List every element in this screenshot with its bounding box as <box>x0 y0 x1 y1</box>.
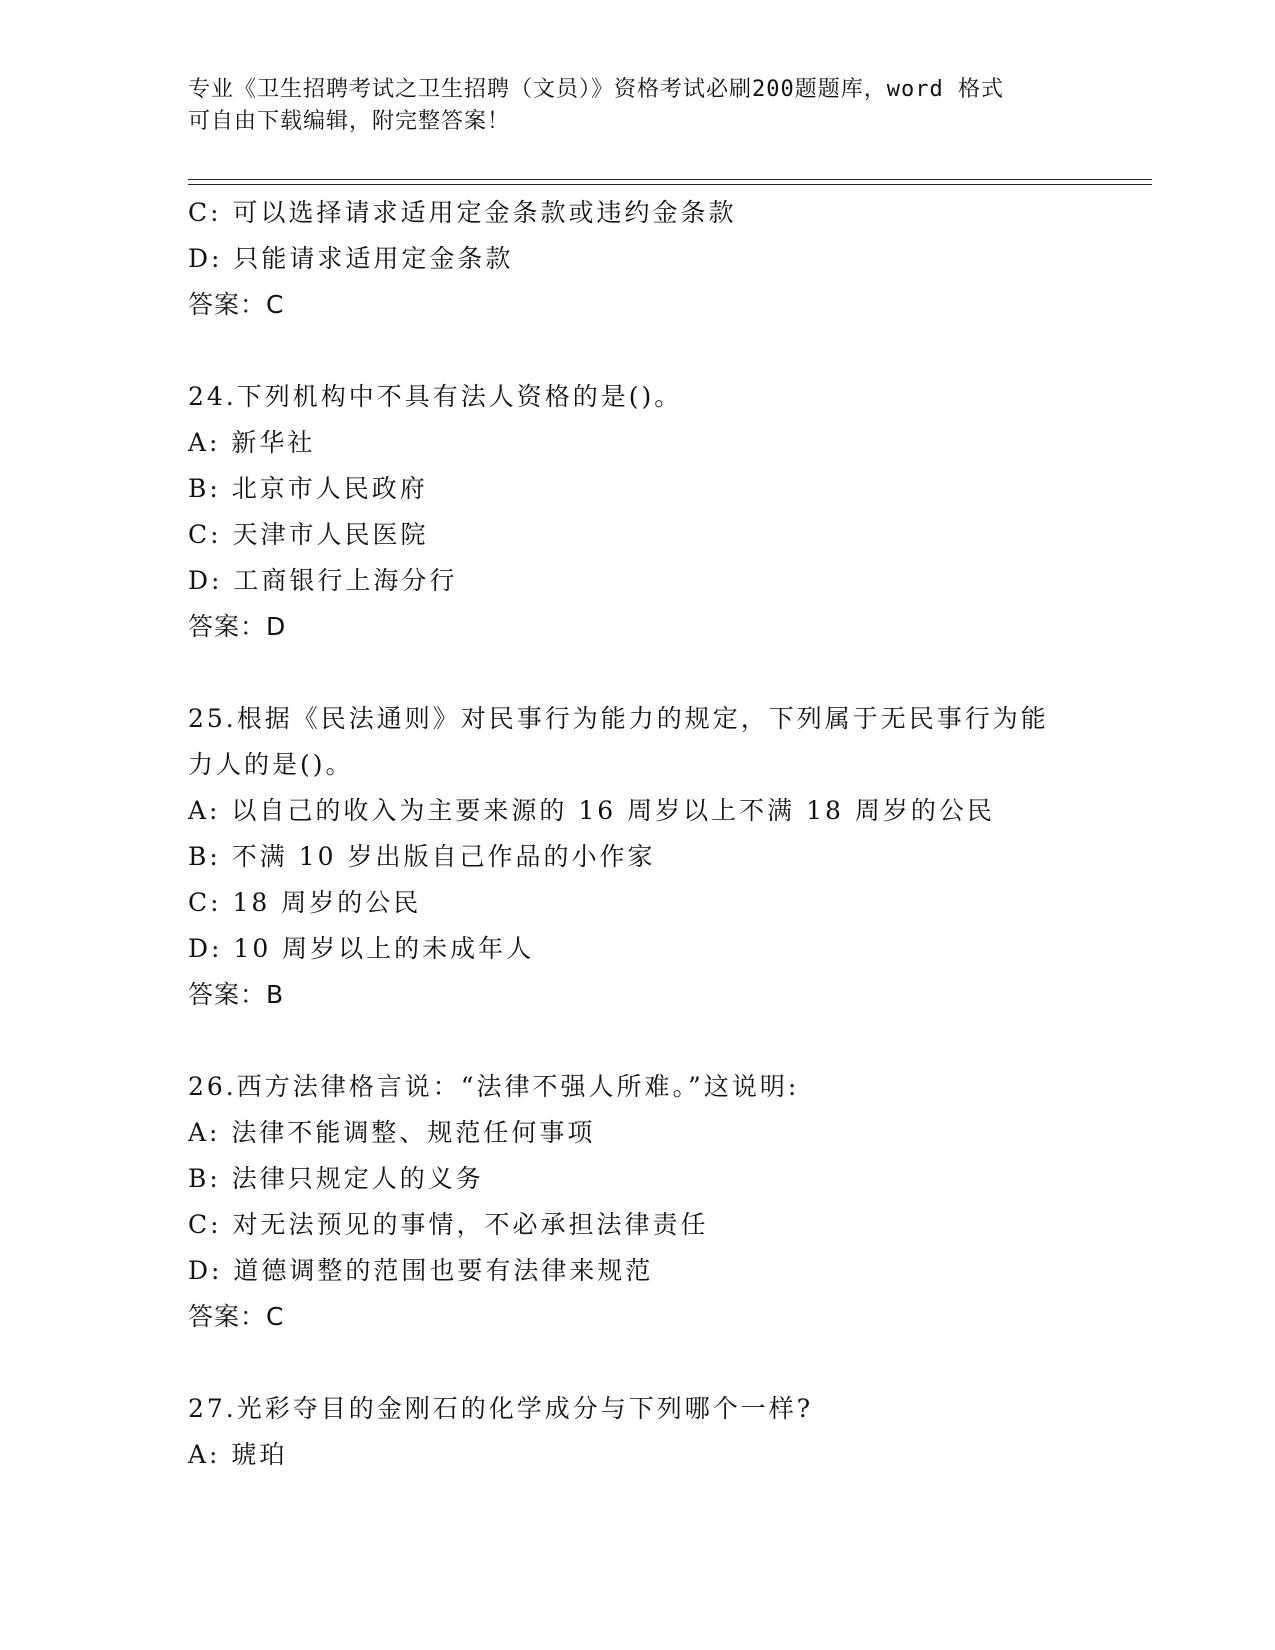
question-stem-line1: 25.根据《民法通则》对民事行为能力的规定，下列属于无民事行为能 <box>188 704 1049 733</box>
spacer <box>188 1018 1088 1064</box>
option-b: B: 法律只规定人的义务 <box>188 1164 484 1193</box>
question-27 <box>188 1386 1088 1478</box>
spacer <box>188 328 1088 374</box>
option-a: A: 新华社 <box>188 428 316 457</box>
answer: 答案：C <box>188 290 285 319</box>
question-23-tail <box>188 190 1088 328</box>
question-26 <box>188 1064 1088 1340</box>
header-divider-top <box>188 179 1152 180</box>
question-stem: 27.光彩夺目的金刚石的化学成分与下列哪个一样? <box>188 1394 814 1423</box>
spacer <box>188 1340 1088 1386</box>
header-title-line1: 专业《卫生招聘考试之卫生招聘（文员）》资格考试必刷200题题库，word 格式 <box>188 77 1004 102</box>
answer: 答案：B <box>188 980 285 1009</box>
option-b: B: 北京市人民政府 <box>188 474 428 503</box>
option-c: C: 天津市人民医院 <box>188 520 429 549</box>
answer: 答案：C <box>188 1302 285 1331</box>
option-b: B: 不满 10 岁出版自己作品的小作家 <box>188 842 656 871</box>
option-d: D: 道德调整的范围也要有法律来规范 <box>188 1256 654 1285</box>
option-c: C: 对无法预见的事情，不必承担法律责任 <box>188 1210 709 1239</box>
document-header <box>188 74 1088 138</box>
answer: 答案：D <box>188 612 287 641</box>
option-d: D: 10 周岁以上的未成年人 <box>188 934 535 963</box>
header-title-line2: 可自由下载编辑，附完整答案！ <box>188 109 511 134</box>
question-25 <box>188 696 1088 1018</box>
question-stem-line2: 力人的是()。 <box>188 750 354 779</box>
question-24 <box>188 374 1088 650</box>
question-list <box>188 190 1088 1478</box>
option-c: C: 可以选择请求适用定金条款或违约金条款 <box>188 198 737 227</box>
question-stem: 24.下列机构中不具有法人资格的是()。 <box>188 382 683 411</box>
option-c: C: 18 周岁的公民 <box>188 888 422 917</box>
option-d: D: 只能请求适用定金条款 <box>188 244 514 273</box>
option-a: A: 琥珀 <box>188 1440 288 1469</box>
spacer <box>188 650 1088 696</box>
option-a: A: 法律不能调整、规范任何事项 <box>188 1118 596 1147</box>
header-divider-bottom <box>188 184 1152 185</box>
question-stem: 26.西方法律格言说：“法律不强人所难。”这说明: <box>188 1072 800 1101</box>
option-d: D: 工商银行上海分行 <box>188 566 458 595</box>
option-a: A: 以自己的收入为主要来源的 16 周岁以上不满 18 周岁的公民 <box>188 796 995 825</box>
